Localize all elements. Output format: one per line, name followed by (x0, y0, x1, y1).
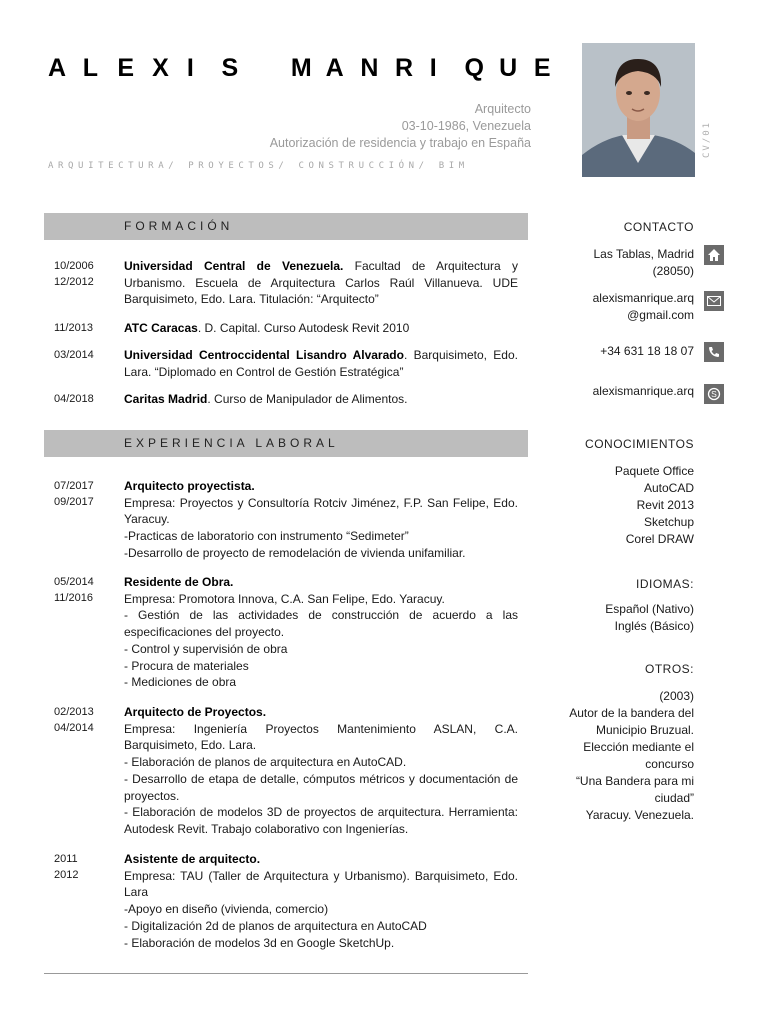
cv-code: CV/01 (702, 120, 712, 158)
idiomas-heading: IDIOMAS: (635, 577, 694, 591)
date: 05/2014 (54, 576, 94, 588)
entry-body (124, 704, 518, 838)
work-permit: Autorización de residencia y trabajo en España (269, 136, 531, 150)
entry-dates (54, 851, 114, 883)
entry-line: - Desarrollo de etapa de detalle, cómputos métricos y documentación de proyectos. (124, 771, 518, 803)
phone-icon (704, 342, 724, 362)
contacto-heading: CONTACTO (623, 220, 694, 234)
otros-heading: OTROS: (644, 662, 694, 676)
profession: Arquitecto (474, 102, 531, 116)
entry-dates (54, 258, 114, 290)
svg-text:S: S (711, 389, 717, 400)
entry-body (124, 478, 518, 562)
other-item: Municipio Bruzual. (595, 723, 694, 737)
entry-text: . Barquisimeto, Edo. Lara. “Diplomado en Control de Gestión Estratégica” (124, 348, 518, 379)
entry-dates (54, 704, 114, 736)
entry-title: Arquitecto de Proyectos. (124, 705, 267, 719)
skill-item: Paquete Office (614, 464, 694, 478)
entry-title: Residente de Obra. (124, 575, 234, 589)
idiomas-list (605, 601, 694, 635)
entry-line: -Desarrollo de proyecto de remodelación de vivienda unifamiliar. (124, 545, 466, 560)
contact-address (594, 246, 695, 280)
entry-body (124, 320, 518, 337)
skill-item: Sketchup (643, 515, 694, 529)
date: 11/2016 (54, 592, 93, 604)
entry-line: Empresa: Proyectos y Consultoría Rotciv Jiménez, F.P. San Felipe, Edo. Yaracuy. (124, 495, 518, 527)
entry-line: - Procura de materiales (124, 658, 249, 673)
section-experiencia-title: EXPERIENCIA LABORAL (124, 436, 339, 450)
entry-dates (54, 320, 114, 336)
skill-item: AutoCAD (643, 481, 694, 495)
skype-icon (704, 384, 724, 404)
language-item: Inglés (Básico) (614, 619, 694, 633)
entry-dates (54, 347, 114, 363)
tagline: ARQUITECTURA/ PROYECTOS/ CONSTRUCCIÓN/ BIM (48, 161, 469, 171)
entry-dates (54, 574, 114, 606)
conocimientos-list (615, 463, 694, 548)
entry-line: - Elaboración de planos de arquitectura en AutoCAD. (124, 755, 407, 770)
date: 2011 (54, 853, 78, 865)
entry-body (124, 347, 518, 380)
entry-title: Caritas Madrid (124, 392, 208, 406)
entry-title: Asistente de arquitecto. (124, 852, 261, 866)
entry-body (124, 258, 518, 308)
entry-line: Empresa: TAU (Taller de Arquitectura y Urbanismo). Barquisimeto, Edo. Lara (124, 868, 518, 900)
entry-body (124, 574, 518, 691)
entry-line: - Elaboración de modelos 3d en Google SketchUp. (124, 935, 395, 950)
other-item: concurso (645, 757, 694, 771)
other-item: “Una Bandera para mi (575, 774, 694, 788)
entry-body (124, 851, 518, 951)
entry-line: Empresa: Ingeniería Proyectos Mantenimiento ASLAN, C.A. Barquisimeto, Edo. Lara. (124, 721, 518, 753)
date: 03/2014 (54, 349, 94, 361)
date: 04/2018 (54, 393, 94, 405)
entry-body (124, 391, 518, 408)
contact-skype[interactable]: alexismanrique.arq (592, 384, 694, 398)
entry-line: -Practicas de laboratorio con instrumento “Sedimeter” (124, 529, 409, 544)
section-formacion (44, 213, 528, 240)
entry-title: Universidad Centroccidental Lisandro Alvarado (124, 348, 404, 362)
personal-info (270, 101, 531, 152)
entry-line: - Control y supervisión de obra (124, 641, 288, 656)
date: 02/2013 (54, 706, 94, 718)
entry-title: Arquitecto proyectista. (124, 479, 255, 493)
other-item: Autor de la bandera del (569, 706, 694, 720)
date: 2012 (54, 869, 79, 881)
skill-item: Corel DRAW (625, 532, 694, 546)
section-formacion-title: FORMACIÓN (124, 219, 234, 233)
entry-text: . D. Capital. Curso Autodesk Revit 2010 (197, 321, 410, 335)
date: 04/2014 (54, 722, 94, 734)
entry-line: - Gestión de las actividades de construcción de acuerdo a las especificaciones del proyecto. (124, 608, 518, 640)
entry-text: . Curso de Manipulador de Alimentos. (207, 392, 408, 406)
date: 07/2017 (54, 480, 94, 492)
date: 10/2006 (54, 260, 94, 272)
email-line: alexismanrique.arq (592, 291, 694, 305)
mail-icon (704, 291, 724, 311)
conocimientos-heading: CONOCIMIENTOS (585, 437, 694, 451)
bottom-divider (44, 973, 528, 974)
entry-text: Facultad de Arquitectura y Urbanismo. Escuela de Arquitectura Carlos Raúl Villanueva. UDE Barquisimeto, Edo. Lara. Titulación: “Arquitecto” (124, 259, 519, 307)
entry-line: Empresa: Promotora Innova, C.A. San Felipe, Edo. Yaracuy. (124, 591, 445, 606)
entry-title: ATC Caracas (124, 321, 198, 335)
birth-info: 03-10-1986, Venezuela (401, 119, 531, 133)
date: 09/2017 (54, 496, 94, 508)
entry-line: - Mediciones de obra (124, 675, 237, 690)
contact-phone[interactable]: +34 631 18 18 07 (600, 344, 694, 358)
profile-photo (582, 43, 695, 177)
language-item: Español (Nativo) (605, 602, 694, 616)
address-line: (28050) (652, 264, 694, 278)
section-experiencia (44, 430, 528, 457)
entry-line: -Apoyo en diseño (vivienda, comercio) (124, 902, 329, 917)
entry-dates (54, 391, 114, 407)
entry-line: - Elaboración de modelos 3D de proyectos de arquitectura. Herramienta: Autodesk Revit. Trabajo colaborativo con Ingenierías. (124, 805, 518, 836)
address-line: Las Tablas, Madrid (593, 247, 694, 261)
date: 11/2013 (54, 322, 93, 334)
otros-list (569, 688, 694, 824)
date: 12/2012 (54, 276, 94, 288)
contact-email[interactable] (593, 290, 694, 324)
home-icon (704, 245, 724, 265)
other-item: Elección mediante el (583, 740, 694, 754)
entry-title: Universidad Central de Venezuela. (124, 259, 344, 273)
email-line: @gmail.com (627, 308, 694, 322)
other-item: ciudad” (654, 791, 694, 805)
full-name: A L E X I S M A N R I Q U E (48, 54, 551, 82)
entry-line: - Digitalización 2d de planos de arquitectura en AutoCAD (124, 918, 427, 933)
other-item: Yaracuy. Venezuela. (585, 808, 694, 822)
skill-item: Revit 2013 (636, 498, 694, 512)
other-item: (2003) (659, 689, 694, 703)
entry-dates (54, 478, 114, 510)
